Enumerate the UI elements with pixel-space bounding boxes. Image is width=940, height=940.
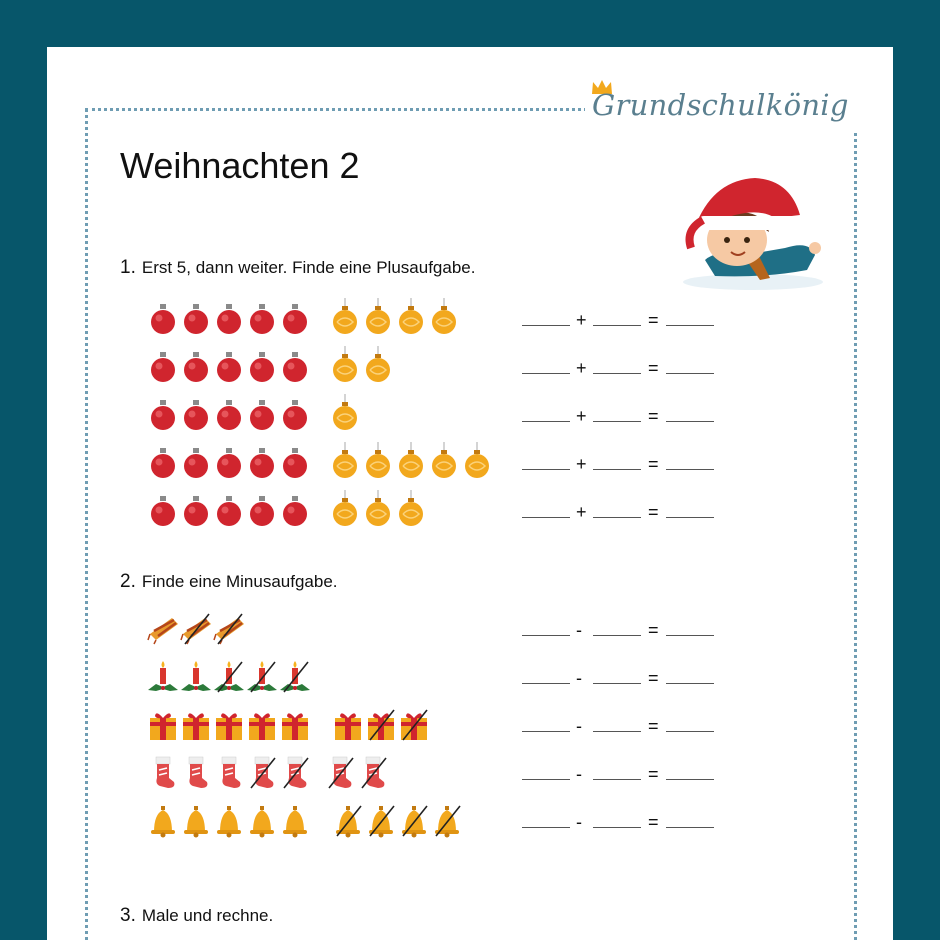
equals-sign: =	[648, 716, 659, 736]
equation-blanks	[522, 756, 722, 786]
answer-blank-1[interactable]	[522, 827, 570, 828]
red-ornament-icon	[181, 350, 211, 384]
answer-blank-result[interactable]	[666, 779, 714, 780]
red-ornament-icon	[181, 398, 211, 432]
bell-icon	[148, 804, 178, 838]
child-with-santa-hat-illustration	[675, 160, 825, 295]
red-ornament-icon	[280, 494, 310, 528]
operator-sign: -	[576, 764, 582, 784]
page-title: Weihnachten 2	[120, 145, 360, 186]
red-ornament-icon	[181, 494, 211, 528]
gift-icon	[214, 708, 244, 742]
operator-sign: +	[576, 310, 587, 330]
bell-icon	[214, 804, 244, 838]
gold-ornament-icon	[462, 446, 492, 480]
equals-sign: =	[648, 310, 659, 330]
answer-blank-result[interactable]	[666, 373, 714, 374]
answer-blank-1[interactable]	[522, 421, 570, 422]
red-ornament-icon	[280, 446, 310, 480]
gold-ornament-icon	[363, 350, 393, 384]
gold-ornament-icon	[429, 302, 459, 336]
answer-blank-1[interactable]	[522, 469, 570, 470]
equals-sign: =	[648, 406, 659, 426]
answer-blank-1[interactable]	[522, 373, 570, 374]
equals-sign: =	[648, 812, 659, 832]
gold-ornament-icon	[330, 494, 360, 528]
red-ornament-icon	[214, 398, 244, 432]
answer-blank-2[interactable]	[593, 517, 641, 518]
gift-icon	[333, 708, 363, 742]
gold-ornament-icon	[330, 350, 360, 384]
answer-blank-2[interactable]	[593, 469, 641, 470]
answer-blank-result[interactable]	[666, 517, 714, 518]
operator-sign: -	[576, 716, 582, 736]
answer-blank-2[interactable]	[593, 683, 641, 684]
red-ornament-icon	[280, 398, 310, 432]
equation-blanks	[522, 494, 722, 524]
red-ornament-icon	[214, 350, 244, 384]
red-ornament-icon	[148, 446, 178, 480]
task-number: 1.	[120, 257, 136, 278]
operator-sign: +	[576, 502, 587, 522]
answer-blank-1[interactable]	[522, 635, 570, 636]
operator-sign: -	[576, 812, 582, 832]
bell-icon	[432, 804, 462, 838]
candle-icon	[181, 660, 211, 694]
red-ornament-icon	[280, 302, 310, 336]
equals-sign: =	[648, 620, 659, 640]
equation-blanks	[522, 804, 722, 834]
equals-sign: =	[648, 502, 659, 522]
gold-ornament-icon	[363, 302, 393, 336]
answer-blank-2[interactable]	[593, 731, 641, 732]
answer-blank-1[interactable]	[522, 731, 570, 732]
answer-blank-2[interactable]	[593, 325, 641, 326]
bell-icon	[333, 804, 363, 838]
gold-ornament-icon	[330, 446, 360, 480]
bell-icon	[366, 804, 396, 838]
gold-ornament-icon	[396, 494, 426, 528]
gift-icon	[181, 708, 211, 742]
equation-blanks	[522, 708, 722, 738]
stocking-icon	[325, 756, 355, 790]
gold-ornament-icon	[363, 494, 393, 528]
red-ornament-icon	[247, 398, 277, 432]
gold-ornament-icon	[363, 446, 393, 480]
red-ornament-icon	[181, 446, 211, 480]
gift-icon	[148, 708, 178, 742]
stocking-icon	[280, 756, 310, 790]
stocking-icon	[247, 756, 277, 790]
stocking-icon	[358, 756, 388, 790]
stocking-icon	[148, 756, 178, 790]
equation-blanks	[522, 302, 722, 332]
candle-icon	[148, 660, 178, 694]
task-instruction: Erst 5, dann weiter. Finde eine Plusaufgabe.	[141, 258, 476, 277]
answer-blank-result[interactable]	[666, 731, 714, 732]
stocking-icon	[181, 756, 211, 790]
operator-sign: +	[576, 406, 587, 426]
task-1-heading	[120, 257, 475, 279]
answer-blank-2[interactable]	[593, 421, 641, 422]
red-ornament-icon	[181, 302, 211, 336]
red-ornament-icon	[247, 494, 277, 528]
red-ornament-icon	[247, 446, 277, 480]
scarf-icon	[181, 612, 211, 646]
task-3-heading	[120, 905, 273, 927]
answer-blank-2[interactable]	[593, 827, 641, 828]
red-ornament-icon	[280, 350, 310, 384]
operator-sign: +	[576, 358, 587, 378]
task-number: 3.	[120, 905, 136, 926]
answer-blank-2[interactable]	[593, 373, 641, 374]
gift-icon	[366, 708, 396, 742]
operator-sign: -	[576, 620, 582, 640]
equals-sign: =	[648, 358, 659, 378]
bell-icon	[280, 804, 310, 838]
equation-blanks	[522, 350, 722, 380]
answer-blank-1[interactable]	[522, 683, 570, 684]
task-number: 2.	[120, 571, 136, 592]
red-ornament-icon	[247, 350, 277, 384]
red-ornament-icon	[214, 302, 244, 336]
equation-blanks	[522, 612, 722, 642]
answer-blank-1[interactable]	[522, 325, 570, 326]
red-ornament-icon	[148, 398, 178, 432]
gold-ornament-icon	[429, 446, 459, 480]
answer-blank-2[interactable]	[593, 635, 641, 636]
red-ornament-icon	[214, 446, 244, 480]
gold-ornament-icon	[330, 398, 360, 432]
red-ornament-icon	[247, 302, 277, 336]
bell-icon	[399, 804, 429, 838]
answer-blank-result[interactable]	[666, 325, 714, 326]
gift-icon	[280, 708, 310, 742]
gold-ornament-icon	[330, 302, 360, 336]
gift-icon	[399, 708, 429, 742]
gold-ornament-icon	[396, 302, 426, 336]
operator-sign: +	[576, 454, 587, 474]
bell-icon	[181, 804, 211, 838]
answer-blank-result[interactable]	[666, 469, 714, 470]
equation-blanks	[522, 660, 722, 690]
bell-icon	[247, 804, 277, 838]
task-instruction: Finde eine Minusaufgabe.	[141, 572, 338, 591]
red-ornament-icon	[148, 302, 178, 336]
stocking-icon	[214, 756, 244, 790]
candle-icon	[247, 660, 277, 694]
equation-blanks	[522, 398, 722, 428]
answer-blank-result[interactable]	[666, 827, 714, 828]
scarf-icon	[148, 612, 178, 646]
scarf-icon	[214, 612, 244, 646]
gift-icon	[247, 708, 277, 742]
red-ornament-icon	[214, 494, 244, 528]
operator-sign: -	[576, 668, 582, 688]
equals-sign: =	[648, 764, 659, 784]
answer-blank-1[interactable]	[522, 517, 570, 518]
equals-sign: =	[648, 454, 659, 474]
task-2-heading	[120, 571, 338, 593]
answer-blank-result[interactable]	[666, 421, 714, 422]
equals-sign: =	[648, 668, 659, 688]
answer-blank-result[interactable]	[666, 683, 714, 684]
answer-blank-result[interactable]	[666, 635, 714, 636]
red-ornament-icon	[148, 350, 178, 384]
red-ornament-icon	[148, 494, 178, 528]
answer-blank-2[interactable]	[593, 779, 641, 780]
brand-logo: Grundschulkönig	[592, 88, 849, 122]
equation-blanks	[522, 446, 722, 476]
task-instruction: Male und rechne.	[141, 906, 274, 925]
gold-ornament-icon	[396, 446, 426, 480]
candle-icon	[280, 660, 310, 694]
candle-icon	[214, 660, 244, 694]
answer-blank-1[interactable]	[522, 779, 570, 780]
